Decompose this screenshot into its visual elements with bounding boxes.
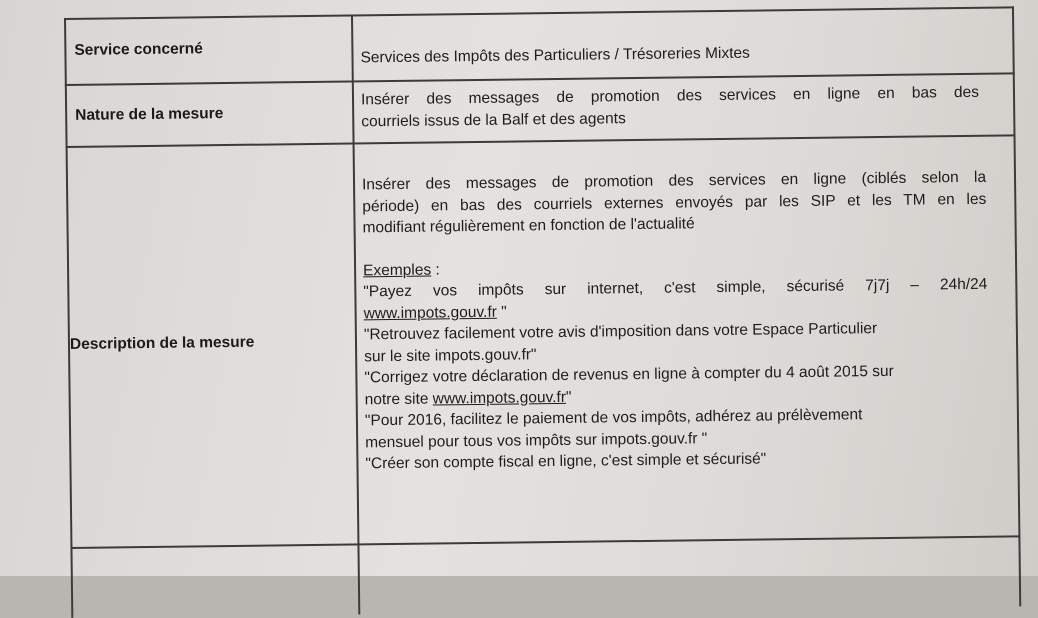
description-value [362, 167, 990, 475]
example-4-line-1: "Pour 2016, facilitez le paiement de vos impôts, adhérez au prélèvement [364, 406, 863, 430]
intro-line: période) en bas des courriels externes envoyés par les SIP et les TM en les [362, 190, 987, 215]
service-value: Services des Impôts des Particuliers / Trésoreries Mixtes [360, 44, 750, 67]
example-3-prefix: notre site [364, 390, 433, 408]
table-left-border [64, 18, 73, 618]
example-2-line-1: "Retrouvez facilement votre avis d'imposition dans votre Espace Particulier [363, 320, 878, 344]
example-1-line-1: "Payez vos impôts sur internet, c'est simple, sécurisé 7j7j – 24h/24 [363, 275, 988, 301]
example-1-end: " [496, 303, 507, 321]
service-label: Service concerné [74, 40, 203, 59]
nature-line: courriels issus de la Balf et des agents [361, 109, 626, 130]
examples-colon: : [431, 260, 440, 279]
example-2-line-2: sur le site impots.gouv.fr" [364, 345, 537, 365]
intro-line: Insérer des messages de promotion des services en ligne (ciblés selon la [361, 168, 987, 194]
example-3-link[interactable]: www.impots.gouv.fr [432, 388, 567, 408]
table-top-border [64, 6, 1014, 20]
example-1-link[interactable]: www.impots.gouv.fr [363, 303, 497, 322]
example-3-line-1: "Corrigez votre déclaration de revenus en ligne à compter du 4 août 2015 sur [364, 362, 894, 387]
measure-table [64, 6, 1031, 618]
intro-line: modifiant régulièrement en fonction de l'actualité [362, 215, 695, 237]
row-divider-2 [66, 134, 1016, 148]
examples-label: Exemples [363, 261, 432, 279]
example-4-line-2: mensuel pour tous vos impôts sur impots.gouv.fr " [365, 429, 708, 451]
column-divider [351, 14, 360, 614]
description-label: Description de la mesure [69, 333, 255, 353]
example-5-line-1: "Créer son compte fiscal en ligne, c'est simple et sécurisé" [365, 450, 767, 473]
nature-value [361, 82, 979, 133]
nature-label: Nature de la mesure [75, 105, 224, 124]
example-3-end: " [565, 388, 572, 406]
nature-line: Insérer des messages de promotion des services en ligne en bas des [360, 83, 980, 109]
row-divider-3 [70, 535, 1020, 549]
table-right-border [1012, 6, 1021, 606]
